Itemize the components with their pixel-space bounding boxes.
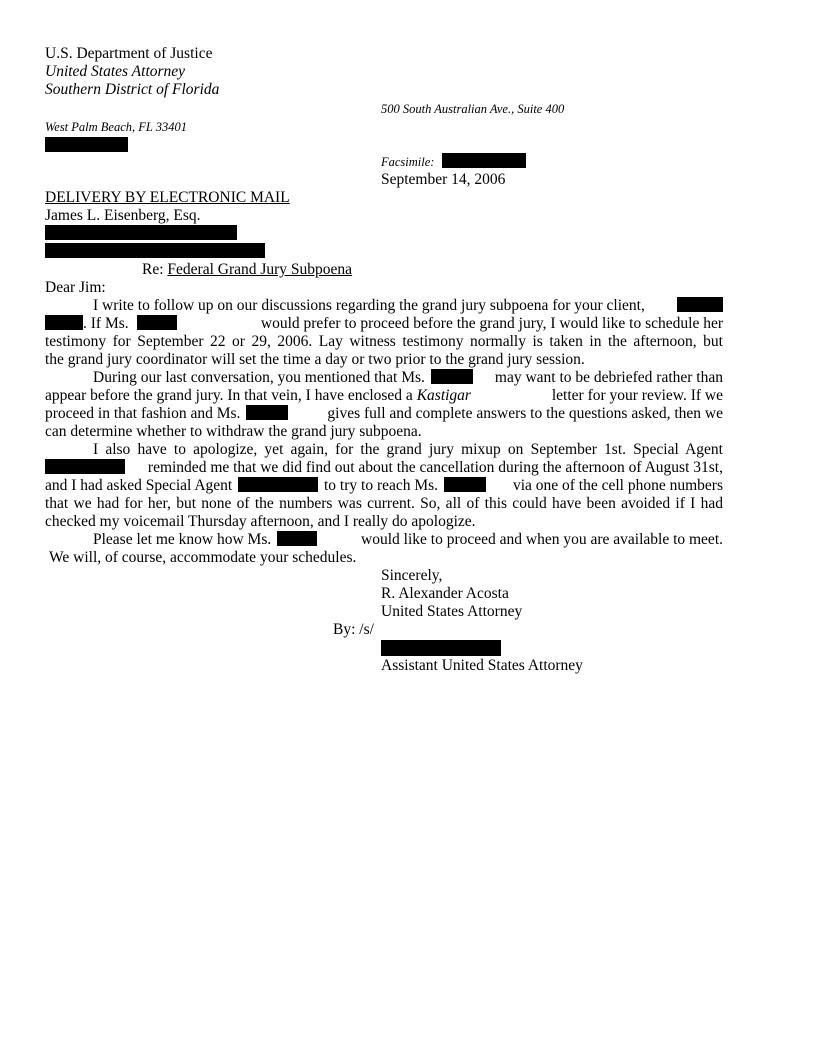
redacted-name (431, 369, 473, 384)
body-p3-line-2 (45, 459, 723, 477)
re-subject: Federal Grand Jury Subpoena (167, 261, 353, 278)
redacted-name (137, 315, 177, 330)
closing-name: R. Alexander Acosta (381, 585, 509, 602)
redacted-name (444, 477, 486, 492)
body-p2-line-1 (45, 369, 723, 387)
body-text: and I had asked Special Agent (45, 477, 233, 494)
body-p3-line-4: that we had for her, but none of the numbers was current. So, all of this could have been avoided if I had (45, 495, 723, 512)
body-p3-line-3 (45, 477, 723, 495)
body-p2-line-2 (45, 387, 723, 405)
body-text: . If Ms. (83, 315, 129, 332)
body-text: reminded me that we did find out about the cancellation during the afternoon of August 31st, (147, 459, 723, 476)
office-name: United States Attorney (45, 63, 186, 80)
body-text: During our last conversation, you mentioned that Ms. (93, 369, 425, 386)
body-p2-line-3 (45, 405, 723, 423)
body-text: gives full and complete answers to the questions asked, then we (327, 405, 723, 422)
body-text: Please let me know how Ms. (93, 531, 272, 548)
office-address: 500 South Australian Ave., Suite 400 (381, 102, 565, 116)
redacted-fax (442, 153, 526, 168)
body-p3-line-1: I also have to apologize, yet again, for the grand jury mixup on September 1st. Special Agent (93, 441, 723, 458)
district-name: Southern District of Florida (45, 81, 220, 98)
redacted-address-line-2 (45, 243, 265, 261)
facsimile-label: Facsimile: (381, 155, 435, 169)
redacted-client-name-part-1 (677, 297, 723, 315)
re-label: Re: (142, 261, 164, 278)
body-text: letter for your review. If we (551, 387, 723, 404)
redacted-client-name-part-2 (45, 315, 83, 330)
recipient-name: James L. Eisenberg, Esq. (45, 207, 201, 224)
body-p1-line-3: testimony for September 22 or 29, 2006. Lay witness testimony normally is taken in the afternoon, but (45, 333, 723, 350)
closing-sincerely: Sincerely, (381, 567, 443, 584)
signature-by: By: /s/ (333, 621, 374, 638)
body-text: proceed in that fashion and Ms. (45, 405, 241, 422)
body-text: appear before the grand jury. In that vein, I have enclosed a (45, 387, 413, 404)
body-p3-line-5: checked my voicemail Thursday afternoon, and I really do apologize. (45, 513, 476, 530)
body-p1-line-2 (45, 315, 723, 333)
re-line (142, 261, 352, 279)
redacted-agent-name (238, 477, 318, 492)
body-text: would like to proceed and when you are available to meet. (361, 531, 723, 548)
delivery-method: DELIVERY BY ELECTRONIC MAIL (45, 189, 290, 206)
body-text: I write to follow up on our discussions regarding the grand jury subpoena for your client, (93, 297, 645, 314)
body-text: would prefer to proceed before the grand jury, I would like to schedule her (260, 315, 723, 332)
signer-title: Assistant United States Attorney (381, 657, 583, 674)
case-name-italic: Kastigar (416, 387, 471, 404)
redacted-agent-name (45, 459, 125, 474)
redacted-phone (45, 137, 128, 155)
redacted-address-line-1 (45, 225, 237, 243)
body-p2-line-4: can determine whether to withdraw the grand jury subpoena. (45, 423, 422, 440)
department-name: U.S. Department of Justice (45, 45, 213, 62)
body-text: may want to be debriefed rather than (494, 369, 723, 386)
body-text: to try to reach Ms. (323, 477, 439, 494)
office-city: West Palm Beach, FL 33401 (45, 120, 188, 134)
closing-title: United States Attorney (381, 603, 523, 620)
body-p4-line-1 (45, 531, 723, 549)
body-p1-line-1 (45, 297, 723, 315)
salutation: Dear Jim: (45, 279, 106, 296)
redacted-name (277, 531, 317, 546)
letter-date: September 14, 2006 (381, 171, 506, 188)
body-p1-line-4: the grand jury coordinator will set the time a day or two prior to the grand jury session. (45, 351, 585, 368)
body-text: via one of the cell phone numbers (512, 477, 723, 494)
facsimile-line (381, 153, 526, 171)
redacted-name (246, 405, 288, 420)
body-p4-line-2: We will, of course, accommodate your schedules. (49, 549, 357, 566)
